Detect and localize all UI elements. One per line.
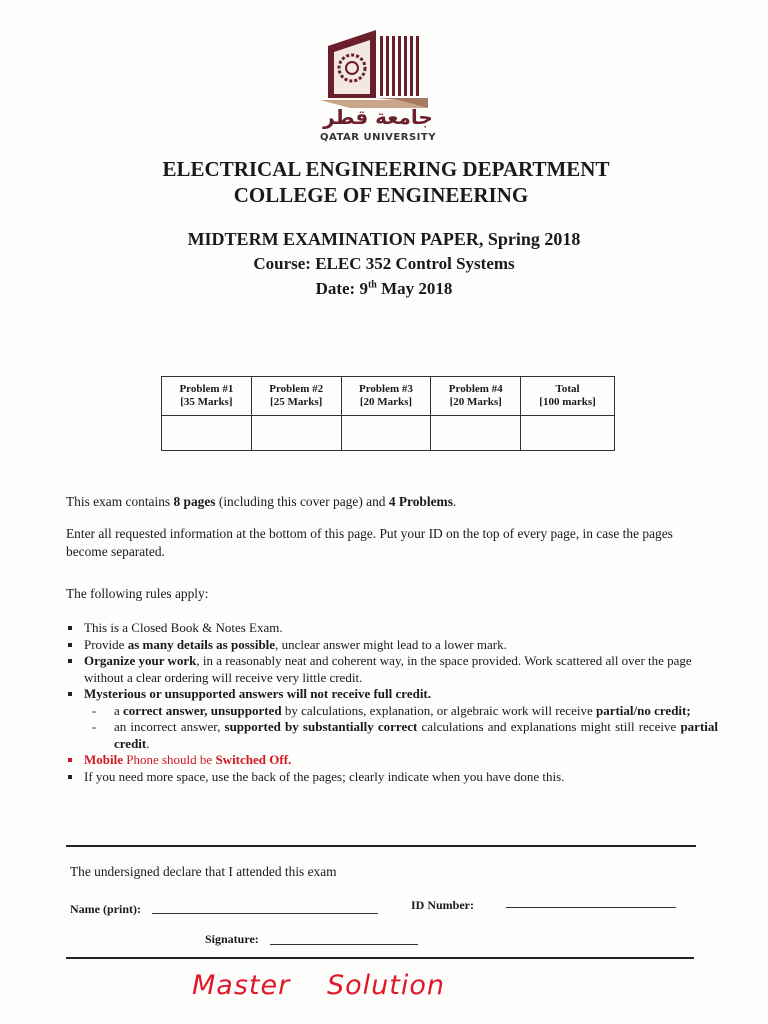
- id-number-line: [506, 907, 676, 908]
- contents-text-c: .: [452, 494, 457, 509]
- marks-table-score-row: [162, 416, 615, 451]
- rule-details-b: as many details as possible: [127, 636, 276, 652]
- subrule-2-c: calculations and explanations might still receive: [417, 719, 681, 734]
- university-name-english: QATAR UNIVERSITY: [320, 132, 436, 143]
- declaration-text: The undersigned declare that I attended this exam: [70, 864, 337, 879]
- column-name: Problem #2: [269, 383, 324, 395]
- rule-mobile-c: Switched Off.: [215, 752, 292, 767]
- college-heading: COLLEGE OF ENGINEERING: [233, 183, 529, 207]
- rule-details-a: Provide: [84, 636, 128, 652]
- column-marks: [35 Marks]: [180, 396, 233, 408]
- contents-text-b: (including this cover page) and: [215, 494, 389, 509]
- score-cell-problem-1: [162, 416, 252, 451]
- rule-mobile-b: Phone should be: [123, 752, 216, 767]
- marks-header-problem-3: [341, 377, 431, 416]
- subrule-1-c: by calculations, explanation, or algebraic work will receive: [281, 702, 596, 718]
- subrule-2-e: .: [146, 735, 150, 751]
- date-prefix: Date: 9: [315, 279, 368, 298]
- score-cell-problem-4: [431, 416, 521, 451]
- column-marks: [20 Marks]: [449, 396, 502, 408]
- marks-header-problem-1: [162, 377, 252, 416]
- subrule-correct-unsupported: [84, 703, 718, 720]
- score-cell-problem-3: [341, 416, 431, 451]
- rule-details-c: , unclear answer might lead to a lower mark.: [275, 636, 507, 652]
- problem-count: 4 Problems: [388, 494, 453, 509]
- qatar-university-logo: [310, 28, 440, 148]
- rules-intro: The following rules apply:: [66, 586, 209, 601]
- divider-bottom: [66, 957, 694, 959]
- subrule-1-d: partial/no credit;: [595, 702, 691, 718]
- date-suffix: May 2018: [376, 279, 453, 298]
- university-name-arabic: جامعة قطر: [323, 105, 433, 129]
- rules-list: [66, 620, 718, 785]
- signature-label: Signature:: [205, 932, 259, 946]
- column-marks: [25 Marks]: [270, 396, 323, 408]
- subrule-incorrect-supported: [84, 719, 718, 752]
- unsupported-subrules: [84, 703, 718, 753]
- column-name: Total: [555, 383, 580, 395]
- column-marks: [100 marks]: [539, 396, 596, 408]
- score-cell-problem-2: [251, 416, 341, 451]
- contents-text-a: This exam contains: [66, 494, 174, 509]
- exam-contents-paragraph: [66, 493, 716, 511]
- id-number-label: ID Number:: [411, 898, 474, 912]
- instructions-paragraph: Enter all requested information at the bottom of this page. Put your ID on the top of every page, in case the pages become separated.: [66, 526, 673, 559]
- subrule-2-a: an incorrect answer,: [114, 719, 225, 734]
- marks-table: [161, 376, 615, 451]
- rule-details: [66, 637, 718, 654]
- exam-date: [0, 279, 768, 299]
- rule-closed-book: This is a Closed Book & Notes Exam.: [66, 620, 718, 637]
- name-line: [152, 913, 378, 914]
- marks-header-total: [521, 377, 615, 416]
- course-line: Course: ELEC 352 Control Systems: [253, 254, 515, 273]
- column-name: Problem #4: [448, 383, 503, 395]
- divider-top: [66, 845, 696, 847]
- column-name: Problem #1: [179, 383, 234, 395]
- subrule-1-b: correct answer, unsupported: [123, 702, 282, 718]
- handwritten-master: Master: [192, 970, 291, 1001]
- rule-unsupported-text: Mysterious or unsupported answers will not receive full credit.: [84, 686, 432, 701]
- rule-unsupported: [66, 686, 718, 752]
- rule-organize-b: , in a reasonably neat and coherent way, in the space provided. Work scattered all over the page without a clear ordering will receive very little credit.: [84, 653, 692, 685]
- score-cell-total: [521, 416, 615, 451]
- rule-mobile-phone: [66, 752, 718, 769]
- column-name: Problem #3: [359, 383, 413, 395]
- name-label: Name (print):: [70, 902, 141, 916]
- subrule-2-d: partial credit: [114, 719, 718, 751]
- page-count: 8 pages: [173, 494, 216, 509]
- marks-header-problem-2: [251, 377, 341, 416]
- subrule-1-a: a: [114, 702, 124, 718]
- rule-organize-a: Organize your work: [84, 653, 197, 668]
- handwritten-solution: Solution: [327, 970, 445, 1001]
- column-marks: [20 Marks]: [359, 396, 413, 408]
- rule-organize: [66, 653, 718, 686]
- exam-title: MIDTERM EXAMINATION PAPER, Spring 2018: [187, 229, 581, 249]
- subrule-2-b: supported by substantially correct: [224, 719, 418, 734]
- department-heading: ELECTRICAL ENGINEERING DEPARTMENT: [162, 157, 610, 181]
- rule-mobile-a: Mobile: [84, 752, 123, 767]
- date-ordinal: th: [367, 279, 377, 291]
- marks-header-problem-4: [431, 377, 521, 416]
- marks-table-header-row: [162, 377, 615, 416]
- rule-more-space: If you need more space, use the back of the pages; clearly indicate when you have done this.: [66, 769, 718, 786]
- signature-line: [270, 944, 418, 945]
